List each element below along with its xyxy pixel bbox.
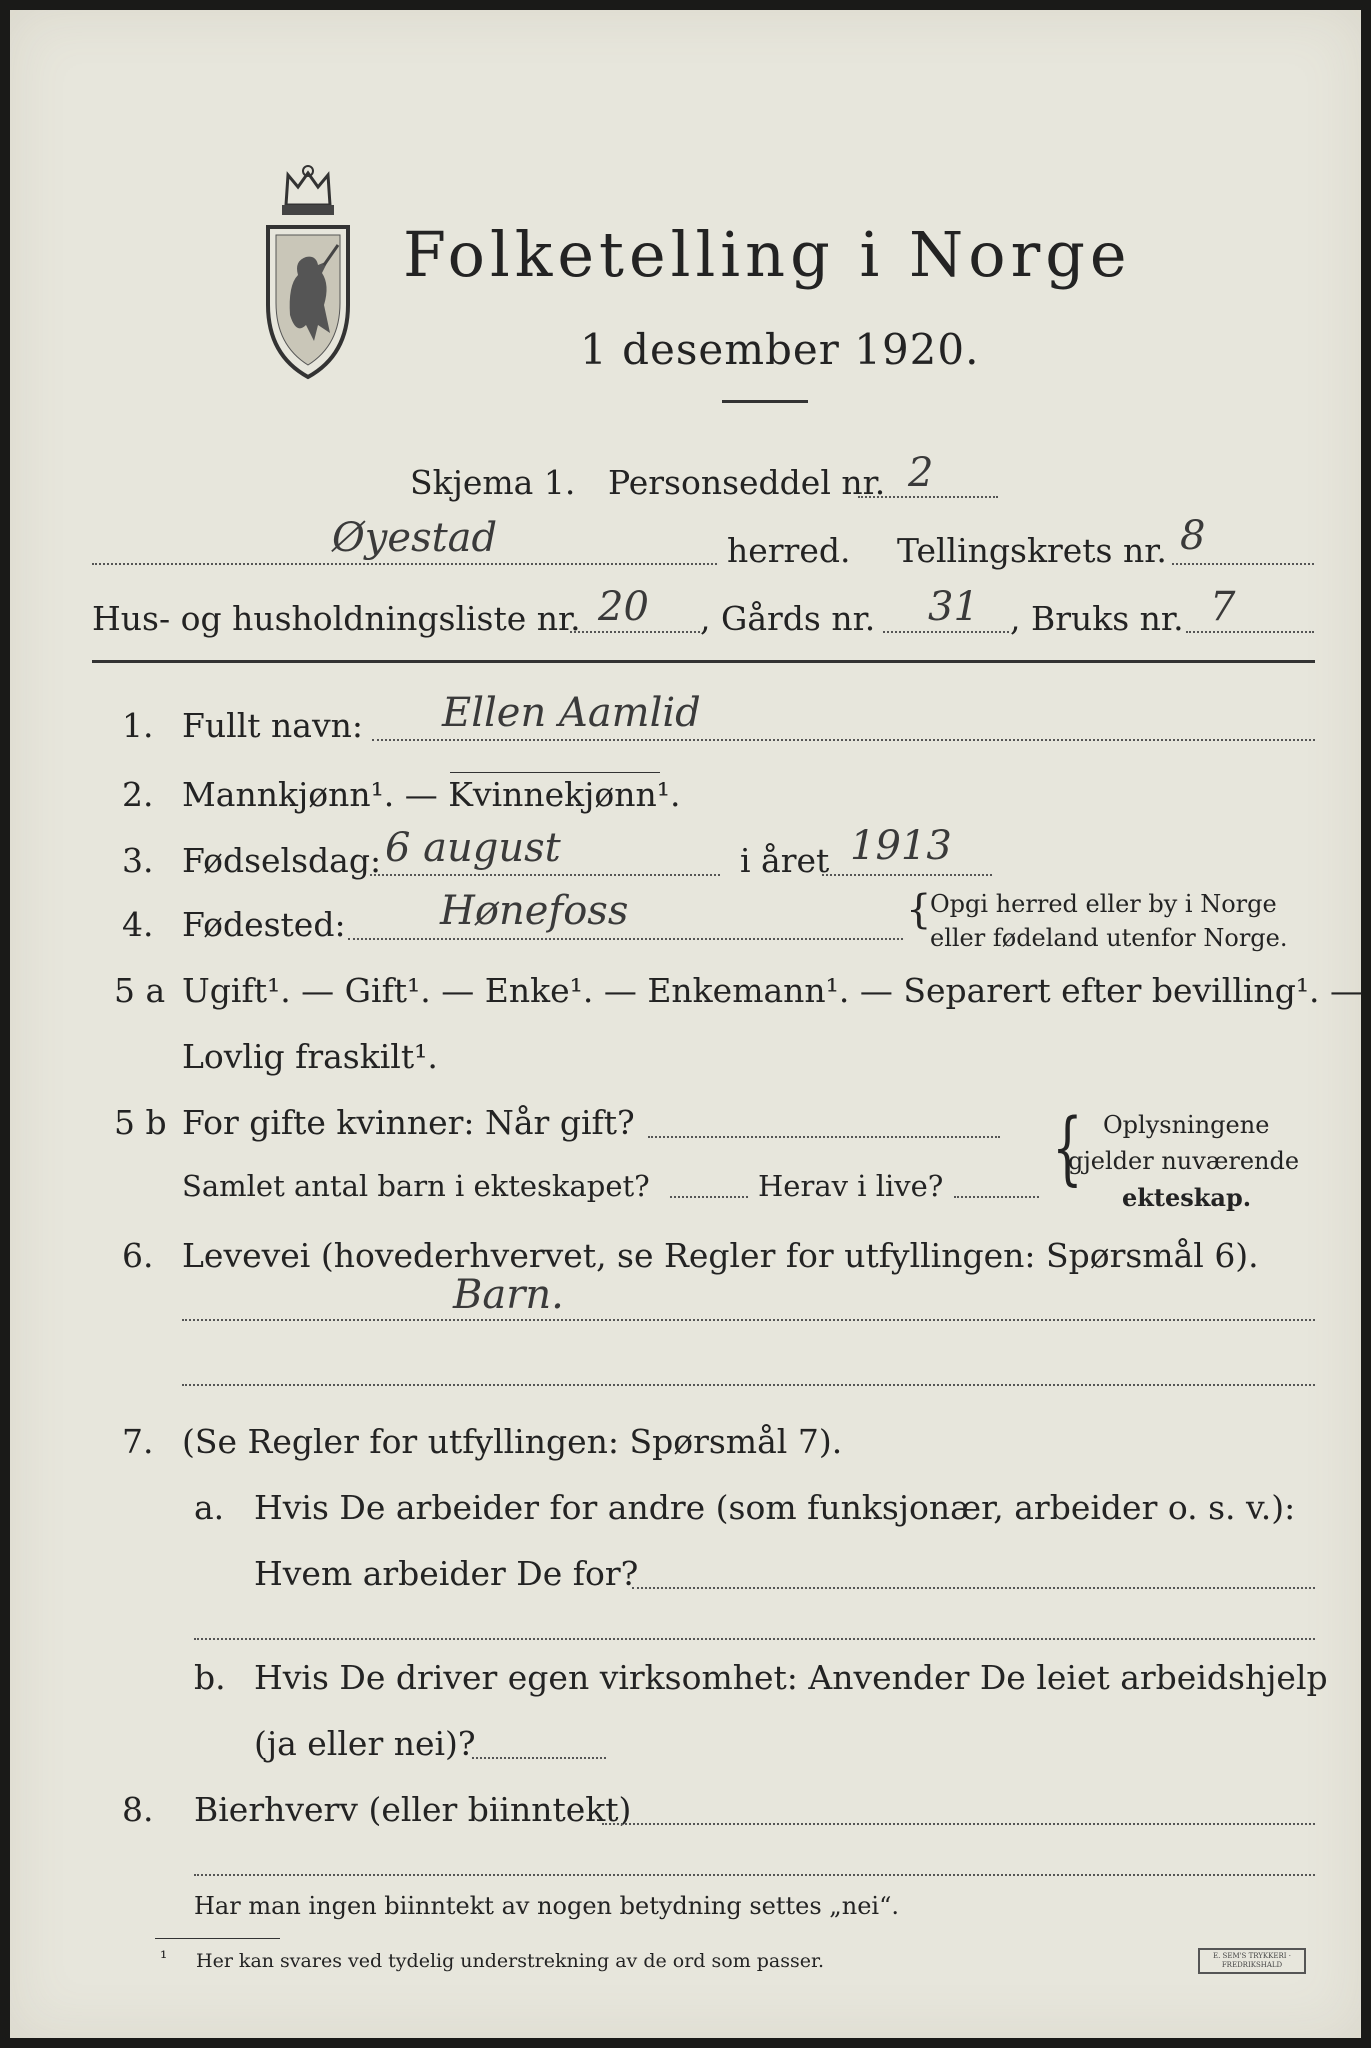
q6-label: Levevei (hovederhvervet, se Regler for utfyllingen: Spørsmål 6).: [182, 1236, 1259, 1275]
bruks-label: , Bruks nr.: [1010, 599, 1184, 638]
q5b-note-brace: {: [1052, 1101, 1083, 1194]
q5a-number: 5 a: [114, 971, 166, 1010]
q4-line: [348, 938, 903, 940]
q4-label: Fødested:: [182, 905, 346, 944]
q7b-line1: Hvis De driver egen virksomhet: Anvender De leiet arbeidshjelp: [254, 1658, 1328, 1697]
q5b-children-line: [670, 1196, 748, 1198]
q3-value: 6 august: [385, 825, 561, 871]
personseddel-label: Personseddel nr.: [608, 463, 886, 502]
bruks-line: [1186, 631, 1314, 633]
q5a-line2: Lovlig fraskilt¹.: [182, 1037, 438, 1076]
q1-number: 1.: [122, 706, 154, 745]
q7b-line2: (ja eller nei)?: [254, 1724, 476, 1763]
q3-number: 3.: [122, 841, 154, 880]
husliste-value: 20: [598, 584, 649, 630]
q1-line: [372, 739, 1315, 741]
q5b-alive-line: [954, 1196, 1039, 1198]
herred-label: herred.: [727, 531, 851, 570]
form-title: Folketelling i Norge: [403, 218, 1132, 291]
q4-number: 4.: [122, 905, 154, 944]
q7-number: 7.: [122, 1422, 154, 1461]
q7a-letter: a.: [194, 1488, 225, 1527]
q3-line: [370, 874, 720, 876]
q3-year-label: i året: [740, 841, 830, 880]
q4-note-line1: Opgi herred eller by i Norge: [930, 890, 1277, 918]
title-divider: [722, 400, 808, 403]
q1-label: Fullt navn:: [182, 706, 363, 745]
q5b-line2: Samlet antal barn i ekteskapet?: [182, 1169, 650, 1203]
husliste-line: [570, 631, 700, 633]
q2-label: Mannkjønn¹. — Kvinnekjønn¹.: [182, 775, 681, 814]
q7a-line: [632, 1587, 1315, 1589]
q5b-number: 5 b: [114, 1103, 167, 1142]
q1-value: Ellen Aamlid: [442, 690, 701, 736]
q3-year-value: 1913: [850, 823, 952, 869]
printer-stamp: E. SEM'S TRYKKERI · FREDRIKSHALD: [1198, 1948, 1306, 1974]
q5b-note-line1: Oplysningene: [1103, 1111, 1270, 1139]
herred-line: [92, 563, 717, 565]
q5b-note-line3: ekteskap.: [1122, 1183, 1252, 1212]
tellingskrets-value: 8: [1180, 513, 1206, 559]
q5b-when-line: [648, 1136, 1000, 1138]
q7b-line: [472, 1757, 606, 1759]
q4-note-line2: eller fødeland utenfor Norge.: [930, 924, 1288, 952]
q7a-line-extra: [194, 1638, 1315, 1640]
form-date: 1 desember 1920.: [580, 325, 980, 374]
q5b-line2b: Herav i live?: [758, 1169, 944, 1203]
footnote-rule: [155, 1938, 280, 1939]
q3-year-line: [822, 874, 992, 876]
q6-line2: [182, 1384, 1315, 1386]
footnote-text: Her kan svares ved tydelig understrekning av de ord som passer.: [196, 1950, 825, 1972]
bruks-value: 7: [1210, 584, 1236, 630]
q5b-note-line2: gjelder nuværende: [1068, 1147, 1300, 1175]
q8-line: [602, 1823, 1315, 1825]
personseddel-value: 2: [908, 450, 934, 496]
q5a-line1: Ugift¹. — Gift¹. — Enke¹. — Enkemann¹. — Separert efter bevilling¹. —: [182, 971, 1364, 1010]
q2-number: 2.: [122, 775, 154, 814]
norwegian-coat-of-arms-icon: [258, 165, 358, 380]
husliste-label: Hus- og husholdningsliste nr.: [92, 599, 581, 638]
gards-value: 31: [928, 584, 979, 630]
q3-label: Fødselsdag:: [182, 841, 382, 880]
q4-note-brace: {: [906, 887, 932, 933]
tellingskrets-line: [1172, 563, 1314, 565]
gards-line: [883, 631, 1009, 633]
gards-label: , Gårds nr.: [700, 599, 876, 638]
tellingskrets-label: Tellingskrets nr.: [897, 531, 1167, 570]
q6-number: 6.: [122, 1236, 154, 1275]
q6-value: Barn.: [453, 1272, 564, 1318]
q2-kvinnekjonn-mark: [450, 772, 660, 773]
header-rule: [92, 660, 1315, 663]
q7a-line2: Hvem arbeider De for?: [254, 1554, 639, 1593]
q8-label: Bierhverv (eller biinntekt): [194, 1790, 632, 1829]
q8-line-extra: [194, 1874, 1315, 1876]
q8-number: 8.: [122, 1790, 154, 1829]
herred-value: Øyestad: [332, 515, 498, 561]
census-form-sheet: [10, 10, 1364, 2038]
footer-note: Har man ingen biinntekt av nogen betydning settes „nei“.: [194, 1892, 899, 1920]
q7b-letter: b.: [194, 1658, 226, 1697]
footnote-mark: ¹: [160, 1948, 168, 1969]
personseddel-line: [858, 496, 998, 498]
q4-value: Hønefoss: [440, 888, 629, 934]
skjema-label: Skjema 1.: [410, 463, 576, 502]
q6-line1: [182, 1319, 1315, 1321]
q7a-line1: Hvis De arbeider for andre (som funksjonær, arbeider o. s. v.):: [254, 1488, 1296, 1527]
q5b-line1: For gifte kvinner: Når gift?: [182, 1103, 635, 1142]
q7-label: (Se Regler for utfyllingen: Spørsmål 7).: [182, 1422, 843, 1461]
